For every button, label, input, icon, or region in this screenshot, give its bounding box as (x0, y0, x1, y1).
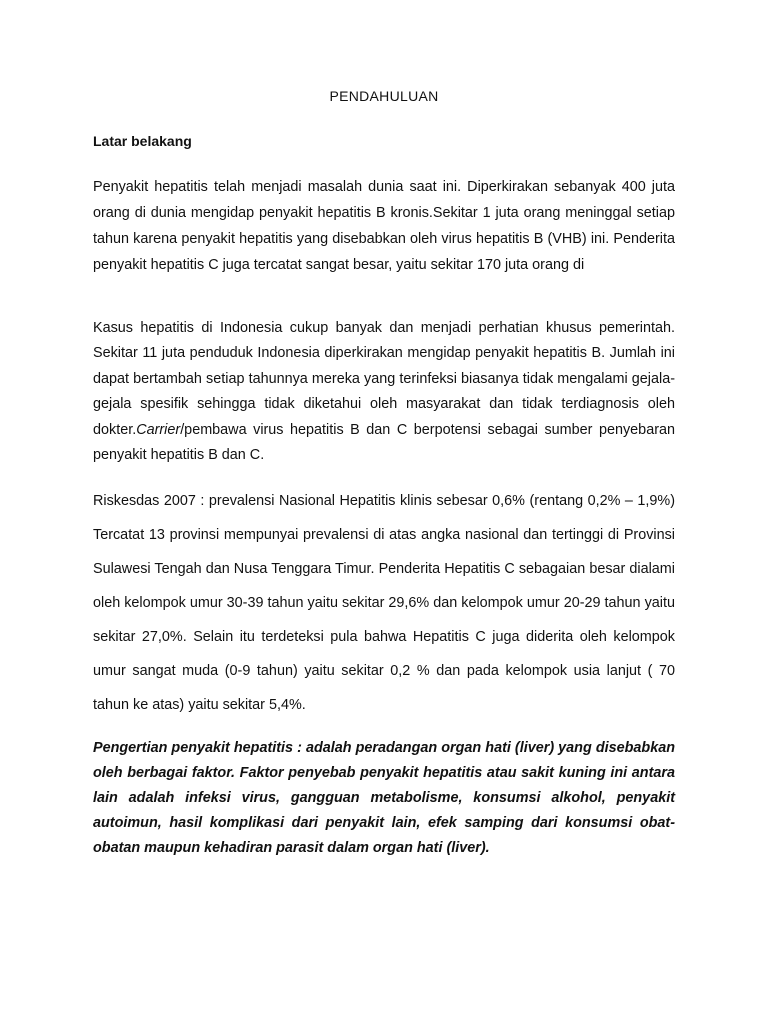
carrier-term: Carrier (136, 421, 181, 438)
paragraph-text: /pembawa virus hepatitis B dan C berpotensi sebagai sumber penyebaran penyakit hepatitis B dan C. (93, 421, 675, 464)
paragraph-global-hepatitis: Penyakit hepatitis telah menjadi masalah dunia saat ini. Diperkirakan sebanyak 400 juta orang di dunia mengidap penyakit hepatitis B kronis.Sekitar 1 juta orang meninggal setiap tahun karena penyakit hepatitis yang disebabkan oleh virus hepatitis B (VHB) ini. Penderita penyakit hepatitis C juga tercatat sangat besar, yaitu sekitar 170 juta orang di (93, 179, 675, 273)
page-title: PENDAHULUAN (329, 88, 439, 104)
section-heading: Latar belakang (93, 133, 192, 149)
paragraph-riskesdas: Riskesdas 2007 : prevalensi Nasional Hepatitis klinis sebesar 0,6% (rentang 0,2% – 1,9%) Tercatat 13 provinsi mempunyai prevalensi di atas angka nasional dan tertinggi di Provinsi Sulawesi Tengah dan Nusa Tenggara Timur. Penderita Hepatitis C sebagaian besar dialami oleh kelompok umur 30-39 tahun yaitu sekitar 29,6% dan kelompok umur 20-29 tahun yaitu sekitar 27,0%. Selain itu terdeteksi pula bahwa Hepatitis C juga diderita oleh kelompok umur sangat muda (0-9 tahun) yaitu sekitar 0,2 % dan pada kelompok usia lanjut ( 70 tahun ke atas) yaitu sekitar 5,4%. (93, 493, 675, 713)
paragraph-indonesia-cases (93, 316, 675, 468)
paragraph-definition: Pengertian penyakit hepatitis : adalah peradangan organ hati (liver) yang disebabkan oleh berbagai faktor. Faktor penyebab penyakit hepatitis atau sakit kuning ini antara lain adalah infeksi virus, gangguan metabolisme, konsumsi alkohol, penyakit autoimun, hasil komplikasi dari penyakit lain, efek samping dari konsumsi obat-obatan maupun kehadiran parasit dalam organ hati (liver). (93, 740, 675, 856)
paragraph-text: Kasus hepatitis di Indonesia cukup banyak dan menjadi perhatian khusus pemerintah. Sekitar 11 juta penduduk Indonesia diperkirakan mengidap penyakit hepatitis B. Jumlah ini dapat bertambah setiap tahunnya mereka yang terinfeksi biasanya tidak mengalami gejala-gejala spesifik sehingga tidak diketahui oleh masyarakat dan tidak terdiagnosis oleh dokter. (93, 320, 675, 438)
